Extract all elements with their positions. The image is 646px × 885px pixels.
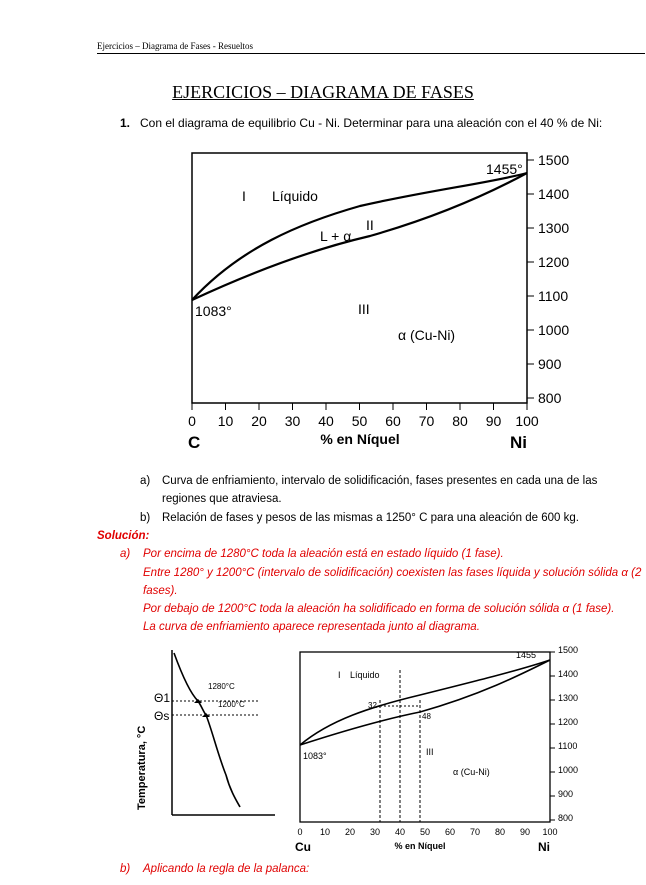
y-tick: 900	[558, 789, 574, 799]
mark-32: 32	[368, 701, 377, 710]
y-tick: 1500	[558, 645, 579, 655]
cu-label: C	[188, 433, 201, 452]
x-tick: 20	[251, 413, 267, 429]
region-i-label: I	[242, 188, 246, 204]
ni-label-2: Ni	[538, 840, 550, 854]
cu-melting-temp-2: 1083°	[303, 751, 327, 761]
ni-label: Ni	[510, 433, 527, 452]
cooling-curve	[130, 645, 280, 820]
ni-melting-temp-2: 1455	[516, 650, 537, 660]
item-b-text: Relación de fases y pesos de las mismas a 1250° C para una aleación de 600 kg.	[162, 512, 579, 524]
y-tick: 1200	[558, 717, 579, 727]
theta1-label: Θ1	[154, 691, 171, 705]
solution-b-label: b)	[120, 863, 131, 875]
liquid-label: Líquido	[272, 188, 318, 204]
y-tick: 1000	[538, 322, 570, 338]
solution-line-1: Por encima de 1280°C toda la aleación está en estado líquido (1 fase).	[143, 548, 504, 560]
x-tick: 50	[419, 827, 431, 837]
cu-melting-temp: 1083°	[195, 303, 232, 319]
solution-line-2: Entre 1280° y 1200°C (intervalo de solidificación) coexisten las fases líquida y solución sólida α (2	[143, 567, 642, 579]
x-tick: 20	[344, 827, 356, 837]
x-tick: 10	[319, 827, 331, 837]
x-tick: 40	[394, 827, 406, 837]
x-axis-label: % en Níquel	[320, 431, 400, 447]
page-title: EJERCICIOS – DIAGRAMA DE FASES	[172, 82, 474, 102]
y-tick: 1400	[558, 669, 579, 679]
x-tick: 80	[494, 827, 506, 837]
region-iii-label: III	[358, 301, 370, 317]
y-tick: 800	[558, 813, 574, 823]
item-a-text: Curva de enfriamiento, intervalo de solidificación, fases presentes en cada una de las	[162, 475, 598, 487]
y-tick: 1500	[538, 152, 570, 168]
x-tick: 10	[217, 413, 234, 429]
cooling-line	[174, 653, 240, 807]
y-tick: 800	[538, 390, 562, 406]
mark-48: 48	[422, 712, 431, 721]
ni-melting-temp: 1455°	[486, 161, 523, 177]
region-ii-label: II	[366, 217, 374, 233]
thetas-label: Θs	[154, 709, 170, 723]
question-number: 1.	[120, 116, 131, 130]
cu-ni-phase-diagram-annotated	[290, 640, 590, 855]
x-tick: 100	[542, 827, 558, 837]
y-tick: 1400	[538, 186, 570, 202]
x-tick: 60	[444, 827, 456, 837]
item-a-cont: regiones que atraviesa.	[162, 493, 282, 505]
x-tick: 60	[385, 413, 401, 429]
solution-a-label: a)	[120, 548, 131, 560]
x-tick-labels	[188, 413, 539, 429]
x-tick: 90	[519, 827, 531, 837]
item-a	[140, 475, 597, 487]
l-alpha-label: L + α	[320, 228, 352, 244]
solution-line-3: fases).	[143, 585, 178, 597]
solution-line-4: Por debajo de 1200°C toda la aleación ha solidificado en forma de solución sólida α (1 fase).	[143, 603, 615, 615]
x-tick: 80	[452, 413, 468, 429]
temp-1280-label: 1280°C	[208, 682, 235, 691]
item-b	[140, 512, 579, 524]
cu-label-2: Cu	[295, 840, 311, 854]
question-1	[120, 116, 602, 130]
alpha-label-2: α (Cu-Ni)	[453, 767, 490, 777]
y-tick: 1300	[558, 693, 579, 703]
region-iii-label-2: III	[426, 747, 434, 757]
x-tick: 90	[485, 413, 502, 429]
x-axis-label-2: % en Níquel	[394, 841, 446, 851]
x-tick-labels-2	[297, 827, 557, 837]
x-tick: 40	[318, 413, 334, 429]
x-tick: 0	[188, 413, 196, 429]
solution-b-text: Aplicando la regla de la palanca:	[143, 863, 310, 875]
item-a-label: a)	[140, 475, 151, 487]
cu-ni-phase-diagram	[170, 148, 590, 458]
y-tick: 1100	[558, 741, 578, 751]
y-tick: 900	[538, 356, 562, 372]
temp-1200-label: 1200°C	[218, 700, 245, 709]
x-tick: 30	[369, 827, 381, 837]
y-tick: 1100	[538, 288, 569, 304]
liquid-label-2: Líquido	[350, 670, 380, 680]
header-divider	[97, 53, 645, 54]
y-tick-labels-2	[558, 645, 578, 823]
y-tick: 1200	[538, 254, 570, 270]
cooling-y-label: Temperatura, °C	[136, 725, 148, 810]
alpha-label: α (Cu-Ni)	[398, 327, 456, 343]
solution-heading: Solución:	[97, 530, 150, 542]
x-tick: 100	[515, 413, 539, 429]
x-tick: 50	[351, 413, 368, 429]
solution-line-5: La curva de enfriamiento aparece representada junto al diagrama.	[143, 621, 480, 633]
item-b-label: b)	[140, 512, 151, 524]
question-text: Con el diagrama de equilibrio Cu - Ni. Determinar para una aleación con el 40 % de Ni:	[140, 116, 603, 130]
region-i-label-2: I	[338, 670, 341, 680]
x-tick: 0	[297, 827, 303, 837]
y-tick: 1000	[558, 765, 579, 775]
page-header: Ejercicios – Diagrama de Fases - Resueltos	[97, 41, 253, 51]
y-tick-labels	[538, 152, 569, 406]
y-tick: 1300	[538, 220, 570, 236]
x-tick: 70	[469, 827, 481, 837]
x-tick: 30	[284, 413, 301, 429]
x-tick: 70	[418, 413, 435, 429]
